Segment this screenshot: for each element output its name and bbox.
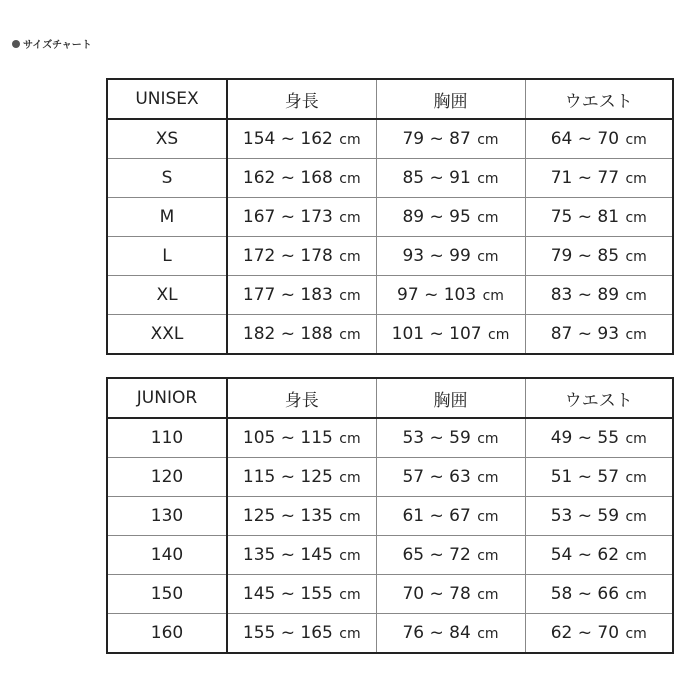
size-label: XS xyxy=(107,119,227,159)
chest-cell: 70 ~ 78 cm xyxy=(376,575,525,614)
chest-cell: 97 ~ 103 cm xyxy=(376,276,525,315)
header-category: UNISEX xyxy=(107,79,227,119)
size-label: 120 xyxy=(107,458,227,497)
height-cell: 182 ~ 188 cm xyxy=(227,315,376,355)
size-label: 110 xyxy=(107,418,227,458)
waist-cell: 75 ~ 81 cm xyxy=(525,198,673,237)
table-row xyxy=(107,575,673,614)
size-label: 130 xyxy=(107,497,227,536)
size-label: L xyxy=(107,237,227,276)
table-row xyxy=(107,198,673,237)
table-row xyxy=(107,237,673,276)
height-cell: 167 ~ 173 cm xyxy=(227,198,376,237)
height-cell: 162 ~ 168 cm xyxy=(227,159,376,198)
chest-cell: 61 ~ 67 cm xyxy=(376,497,525,536)
size-chart-heading xyxy=(12,36,92,51)
table-row xyxy=(107,458,673,497)
chest-cell: 89 ~ 95 cm xyxy=(376,198,525,237)
table-row xyxy=(107,497,673,536)
header-waist: ウエスト xyxy=(525,378,673,418)
size-label: 140 xyxy=(107,536,227,575)
chest-cell: 57 ~ 63 cm xyxy=(376,458,525,497)
bullet-icon xyxy=(12,40,20,48)
waist-cell: 51 ~ 57 cm xyxy=(525,458,673,497)
waist-cell: 49 ~ 55 cm xyxy=(525,418,673,458)
table-row xyxy=(107,614,673,654)
size-label: 150 xyxy=(107,575,227,614)
height-cell: 125 ~ 135 cm xyxy=(227,497,376,536)
height-cell: 172 ~ 178 cm xyxy=(227,237,376,276)
waist-cell: 53 ~ 59 cm xyxy=(525,497,673,536)
header-chest: 胸囲 xyxy=(376,79,525,119)
waist-cell: 62 ~ 70 cm xyxy=(525,614,673,654)
waist-cell: 54 ~ 62 cm xyxy=(525,536,673,575)
table-header-row xyxy=(107,378,673,418)
size-label: S xyxy=(107,159,227,198)
chest-cell: 53 ~ 59 cm xyxy=(376,418,525,458)
chest-cell: 76 ~ 84 cm xyxy=(376,614,525,654)
table-row xyxy=(107,276,673,315)
header-height: 身長 xyxy=(227,378,376,418)
height-cell: 135 ~ 145 cm xyxy=(227,536,376,575)
chest-cell: 93 ~ 99 cm xyxy=(376,237,525,276)
size-label: M xyxy=(107,198,227,237)
size-label: 160 xyxy=(107,614,227,654)
table-row xyxy=(107,418,673,458)
table-row xyxy=(107,119,673,159)
height-cell: 154 ~ 162 cm xyxy=(227,119,376,159)
table-row xyxy=(107,536,673,575)
table-header-row xyxy=(107,79,673,119)
waist-cell: 83 ~ 89 cm xyxy=(525,276,673,315)
height-cell: 155 ~ 165 cm xyxy=(227,614,376,654)
unisex-size-table xyxy=(106,78,674,355)
size-chart-heading-text: サイズチャート xyxy=(23,40,92,51)
waist-cell: 71 ~ 77 cm xyxy=(525,159,673,198)
waist-cell: 64 ~ 70 cm xyxy=(525,119,673,159)
height-cell: 177 ~ 183 cm xyxy=(227,276,376,315)
chest-cell: 65 ~ 72 cm xyxy=(376,536,525,575)
header-chest: 胸囲 xyxy=(376,378,525,418)
size-label: XXL xyxy=(107,315,227,355)
waist-cell: 58 ~ 66 cm xyxy=(525,575,673,614)
size-label: XL xyxy=(107,276,227,315)
header-category: JUNIOR xyxy=(107,378,227,418)
header-waist: ウエスト xyxy=(525,79,673,119)
height-cell: 105 ~ 115 cm xyxy=(227,418,376,458)
height-cell: 145 ~ 155 cm xyxy=(227,575,376,614)
table-row xyxy=(107,315,673,355)
junior-size-table xyxy=(106,377,674,654)
waist-cell: 87 ~ 93 cm xyxy=(525,315,673,355)
chest-cell: 79 ~ 87 cm xyxy=(376,119,525,159)
waist-cell: 79 ~ 85 cm xyxy=(525,237,673,276)
chest-cell: 85 ~ 91 cm xyxy=(376,159,525,198)
height-cell: 115 ~ 125 cm xyxy=(227,458,376,497)
table-row xyxy=(107,159,673,198)
header-height: 身長 xyxy=(227,79,376,119)
chest-cell: 101 ~ 107 cm xyxy=(376,315,525,355)
